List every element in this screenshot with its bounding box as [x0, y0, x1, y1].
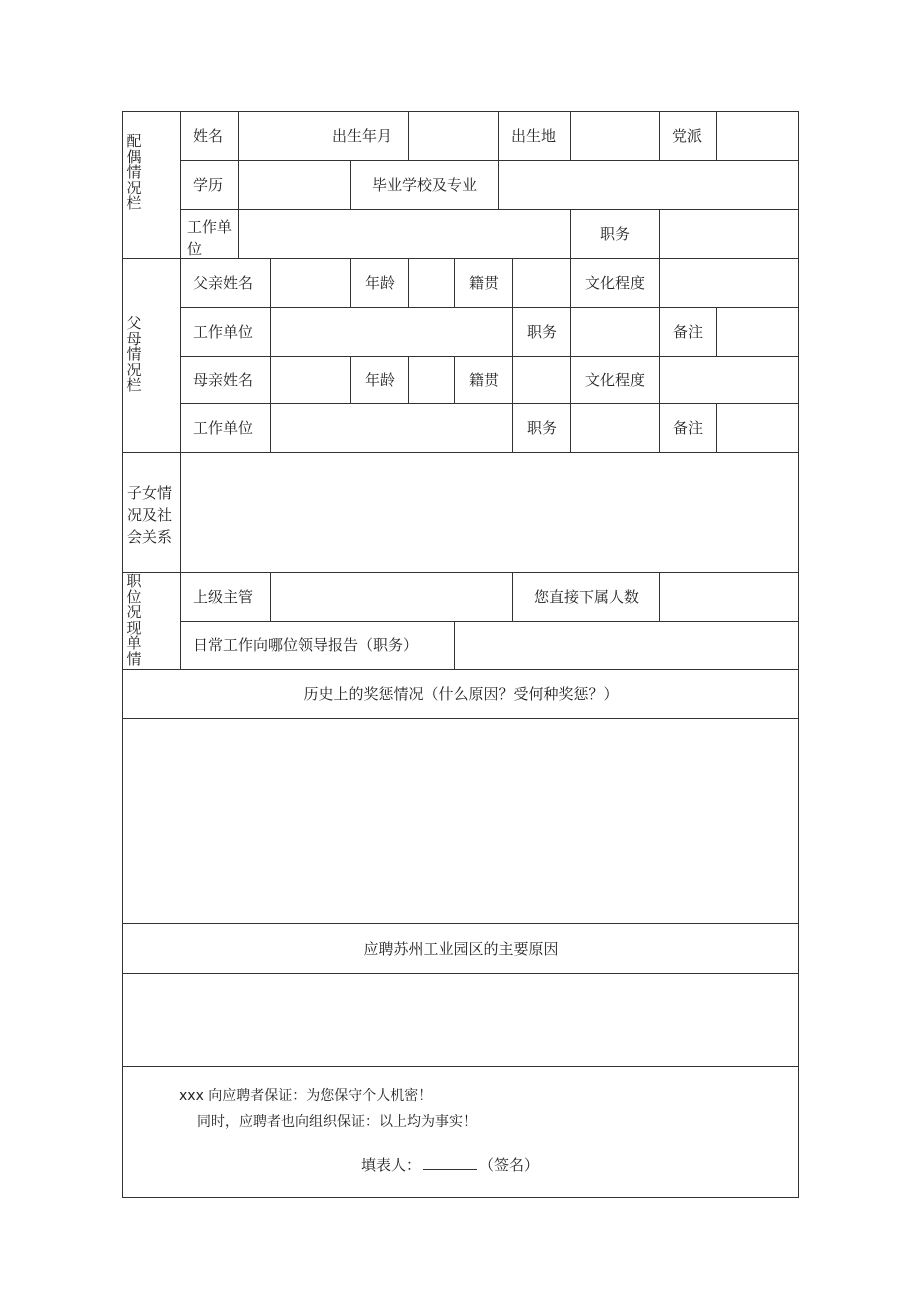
- father-name-label: 父亲姓名: [193, 274, 254, 292]
- section-divider: [123, 452, 799, 453]
- col-divider: [659, 258, 660, 307]
- spouse-birth-label: 出生年月: [332, 127, 393, 145]
- father-position-label: 职务: [527, 323, 558, 341]
- col-divider: [570, 403, 571, 452]
- spouse-name-label: 姓名: [193, 127, 224, 145]
- section-divider: [123, 973, 799, 974]
- col-divider: [570, 112, 571, 160]
- col-divider: [408, 258, 409, 307]
- col-divider: [238, 209, 239, 258]
- col-divider: [570, 209, 571, 258]
- employment-form-page: [122, 111, 799, 1198]
- row-divider: [181, 403, 799, 404]
- section-divider: [123, 923, 799, 924]
- pledge-line-1: xxx 向应聘者保证：为您保守个人机密！: [179, 1088, 433, 1104]
- col-divider: [270, 572, 271, 621]
- col-divider: [716, 307, 717, 356]
- section-divider: [123, 1066, 799, 1067]
- col-divider: [454, 356, 455, 403]
- col-divider: [350, 160, 351, 209]
- father-remark-label: 备注: [673, 323, 704, 341]
- filler-label: 填表人：: [361, 1156, 422, 1174]
- col-divider: [570, 307, 571, 356]
- col-divider: [659, 572, 660, 621]
- col-divider: [498, 112, 499, 160]
- row-divider: [181, 209, 799, 210]
- children-section-label: 子女情况及社会关系: [127, 484, 173, 546]
- mother-workplace-label: 工作单位: [193, 419, 254, 437]
- label-column-divider: [180, 112, 181, 669]
- col-divider: [512, 258, 513, 307]
- pledge-line-2: 同时，应聘者也向组织保证：以上均为事实！: [197, 1114, 477, 1130]
- row-divider: [181, 621, 799, 622]
- col-divider: [350, 258, 351, 307]
- col-divider: [270, 258, 271, 452]
- col-divider: [570, 356, 571, 403]
- section-divider: [123, 572, 799, 573]
- col-divider: [350, 356, 351, 403]
- spouse-party-label: 党派: [672, 127, 703, 145]
- col-divider: [238, 112, 239, 160]
- reason-title: 应聘苏州工业园区的主要原因: [363, 940, 559, 958]
- mother-position-label: 职务: [527, 419, 558, 437]
- sign-label: （签名）: [479, 1156, 540, 1174]
- father-education-label: 文化程度: [585, 274, 646, 292]
- subordinates-label: 您直接下属人数: [534, 588, 640, 606]
- col-divider: [238, 160, 239, 209]
- col-divider: [659, 403, 660, 452]
- section-divider: [123, 718, 799, 719]
- spouse-section-label: 配偶情况栏: [126, 132, 142, 212]
- col-divider: [716, 112, 717, 160]
- col-divider: [454, 621, 455, 669]
- mother-remark-label: 备注: [673, 419, 704, 437]
- supervisor-label: 上级主管: [193, 588, 254, 606]
- col-divider: [659, 356, 660, 403]
- spouse-position-label: 职务: [600, 225, 631, 243]
- col-divider: [659, 209, 660, 258]
- mother-native-place-label: 籍贯: [469, 371, 500, 389]
- mother-education-label: 文化程度: [585, 371, 646, 389]
- report-to-label: 日常工作向哪位领导报告（职务）: [193, 636, 419, 654]
- row-divider: [181, 160, 799, 161]
- col-divider: [512, 572, 513, 621]
- col-divider: [454, 258, 455, 307]
- col-divider: [498, 160, 499, 209]
- awards-title: 历史上的奖惩情况（什么原因？受何种奖惩？）: [303, 685, 619, 703]
- col-divider: [512, 307, 513, 356]
- signature-line: [361, 1154, 539, 1176]
- col-divider: [659, 307, 660, 356]
- current-job-section-label: 职位况现单情: [126, 572, 142, 668]
- col-divider: [570, 258, 571, 307]
- row-divider: [181, 356, 799, 357]
- spouse-birthplace-label: 出生地: [511, 127, 557, 145]
- mother-age-label: 年龄: [365, 371, 396, 389]
- row-divider: [181, 307, 799, 308]
- signature-blank[interactable]: [423, 1155, 477, 1170]
- spouse-workplace-label: 工作单位: [187, 218, 233, 258]
- col-divider: [659, 112, 660, 160]
- father-workplace-label: 工作单位: [193, 323, 254, 341]
- col-divider: [408, 356, 409, 403]
- col-divider: [716, 403, 717, 452]
- father-age-label: 年龄: [365, 274, 396, 292]
- section-divider: [123, 669, 799, 670]
- col-divider: [512, 403, 513, 452]
- parents-section-label: 父母情况栏: [126, 314, 142, 394]
- spouse-education-label: 学历: [193, 176, 224, 194]
- col-divider: [512, 356, 513, 403]
- spouse-school-label: 毕业学校及专业: [372, 176, 478, 194]
- mother-name-label: 母亲姓名: [193, 371, 254, 389]
- col-divider: [408, 112, 409, 160]
- father-native-place-label: 籍贯: [469, 274, 500, 292]
